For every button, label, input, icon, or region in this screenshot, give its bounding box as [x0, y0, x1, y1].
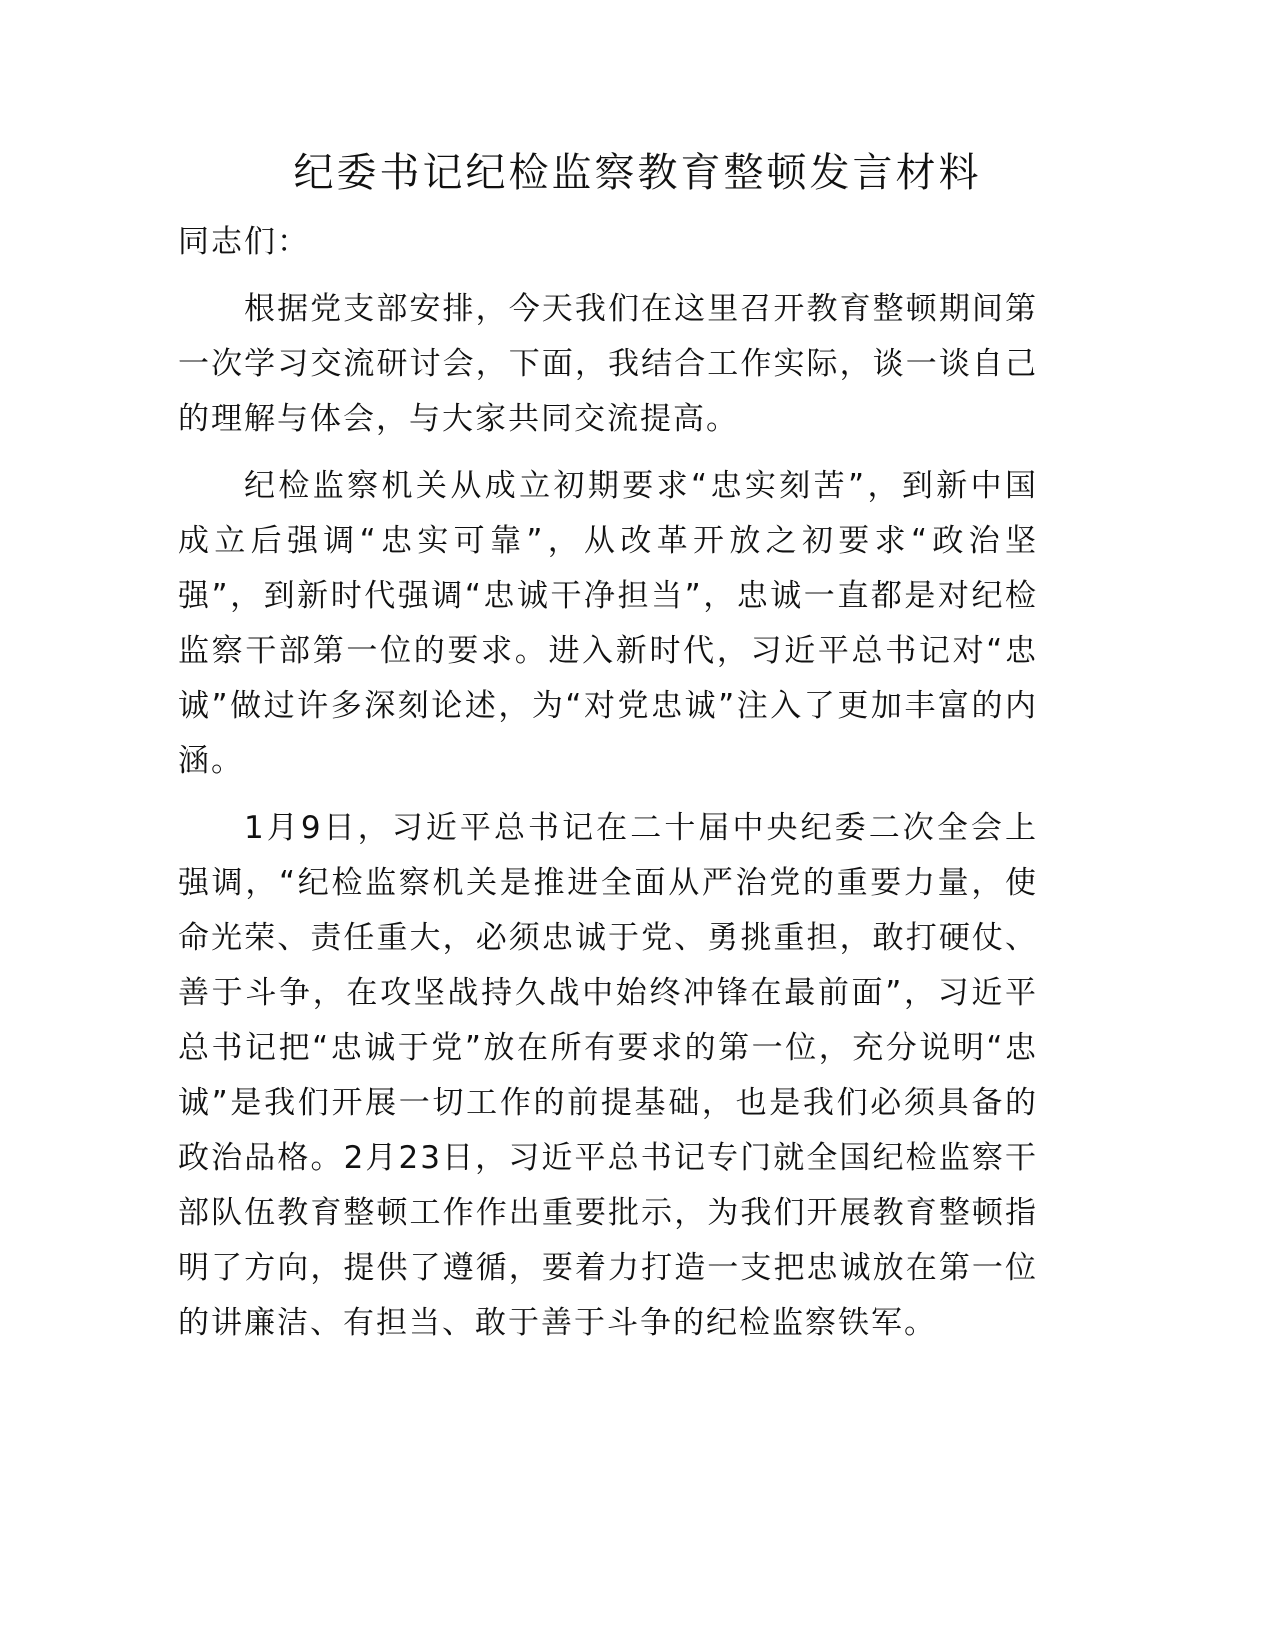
document-body: [178, 215, 1038, 1363]
document-title: 纪委书记纪检监察教育整顿发言材料: [293, 150, 982, 196]
paragraph-2: 纪检监察机关从成立初期要求“忠实刻苦”，到新中国成立后强调“忠实可靠”，从改革开放之初要求“政治坚强”，到新时代强调“忠诚干净担当”，忠诚一直都是对纪检监察干部第一位的要求。进入新时代，习近平总书记对“忠诚”做过许多深刻论述，为“对党忠诚”注入了更加丰富的内涵。: [178, 468, 1038, 779]
paragraph-1: 根据党支部安排，今天我们在这里召开教育整顿期间第一次学习交流研讨会，下面，我结合工作实际，谈一谈自己的理解与体会，与大家共同交流提高。: [178, 291, 1038, 437]
paragraph-3: 1月9日，习近平总书记在二十届中央纪委二次全会上强调，“纪检监察机关是推进全面从严治党的重要力量，使命光荣、责任重大，必须忠诚于党、勇挑重担，敢打硬仗、善于斗争，在攻坚战持久战中始终冲锋在最前面”，习近平总书记把“忠诚于党”放在所有要求的第一位，充分说明“忠诚”是我们开展一切工作的前提基础，也是我们必须具备的政治品格。2月23日，习近平总书记专门就全国纪检监察干部队伍教育整顿工作作出重要批示，为我们开展教育整顿指明了方向，提供了遵循，要着力打造一支把忠诚放在第一位的讲廉洁、有担当、敢于善于斗争的纪检监察铁军。: [178, 810, 1038, 1341]
greeting: 同志们：: [178, 224, 310, 260]
